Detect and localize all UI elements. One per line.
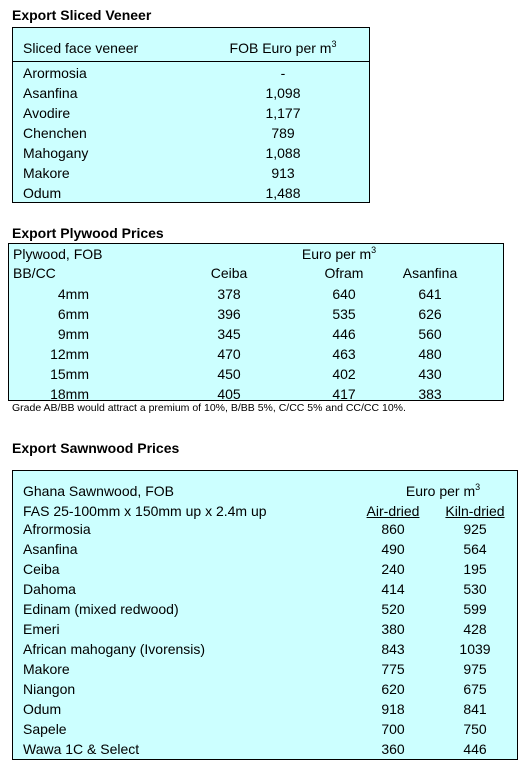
sawnwood-kiln-price: 599 [463,601,487,617]
sawnwood-head-spec: FAS 25-100mm x 150mm up x 2.4m up [23,503,267,519]
sawnwood-kiln-price: 195 [463,561,487,577]
plywood-price: 402 [332,366,356,382]
veneer-species: Odum [23,185,62,201]
plywood-head-unit: Euro per $m^3$ [301,245,377,262]
sawnwood-row [13,699,517,719]
veneer-price: - [280,65,286,81]
plywood-price: 405 [217,386,241,402]
veneer-row [13,63,369,83]
veneer-species: Mahogany [23,145,89,161]
sawnwood-row [13,719,517,739]
sawnwood-kiln-price: 975 [463,661,487,677]
plywood-head-product: Plywood, FOB [13,246,103,262]
sawnwood-row [13,619,517,639]
sawnwood-species: Makore [23,661,70,677]
veneer-row [13,143,369,163]
sawnwood-air-price: 360 [381,741,405,757]
plywood-price: 470 [217,346,241,362]
plywood-row [9,384,503,404]
sawnwood-header-row-2 [13,501,517,521]
sawnwood-header-row-1 [13,481,517,501]
veneer-table [12,27,370,203]
veneer-row [13,103,369,123]
plywood-size: 6mm [57,306,89,322]
plywood-title: Export Plywood Prices [12,225,164,241]
sawnwood-species: African mahogany (Ivorensis) [23,641,206,657]
sawnwood-species: Odum [23,701,62,717]
sawnwood-row [13,739,517,759]
plywood-row [9,324,503,344]
sawnwood-table [12,470,518,760]
veneer-price: 1,088 [265,145,301,161]
sawnwood-species: Ceiba [23,561,60,577]
sawnwood-species: Sapele [23,721,67,737]
sawnwood-species: Dahoma [23,581,76,597]
sawnwood-species: Niangon [23,681,76,697]
sawnwood-kiln-price: 530 [463,581,487,597]
veneer-header-divider [13,61,369,62]
sawnwood-air-price: 860 [381,521,405,537]
sawnwood-species: Edinam (mixed redwood) [23,601,179,617]
plywood-col-ceiba: Ceiba [210,265,248,281]
plywood-col-ofram: Ofram [324,265,364,281]
sawnwood-species: Afrormosia [23,521,91,537]
sawnwood-air-price: 775 [381,661,405,677]
plywood-price: 417 [332,386,356,402]
sawnwood-air-price: 490 [381,541,405,557]
veneer-row [13,83,369,103]
plywood-grade-note: Grade AB/BB would attract a premium of 10%, B/BB 5%, C/CC 5% and CC/CC 10%. [12,402,406,414]
sawnwood-air-price: 380 [381,621,405,637]
sawnwood-kiln-price: 925 [463,521,487,537]
veneer-row [13,123,369,143]
veneer-title: Export Sliced Veneer [12,7,152,23]
veneer-species: Arormosia [23,65,87,81]
plywood-price: 450 [217,366,241,382]
sawnwood-kiln-price: 564 [463,541,487,557]
plywood-price: 396 [217,306,241,322]
plywood-size: 15mm [50,366,89,382]
plywood-size: 9mm [57,326,89,342]
sawnwood-air-price: 520 [381,601,405,617]
veneer-species: Makore [23,165,70,181]
plywood-header-row-2 [9,263,503,283]
sawnwood-kiln-price: 750 [463,721,487,737]
plywood-header-row-1 [9,244,503,264]
plywood-size: 12mm [50,346,89,362]
plywood-price: 480 [418,346,442,362]
plywood-row [9,364,503,384]
sawnwood-row [13,539,517,559]
sawnwood-row [13,639,517,659]
sawnwood-air-price: 918 [381,701,405,717]
plywood-price: 626 [418,306,442,322]
sawnwood-row [13,599,517,619]
sawnwood-head-product: Ghana Sawnwood, FOB [23,483,174,499]
veneer-price: 789 [271,125,295,141]
veneer-species: Chenchen [23,125,87,141]
sawnwood-col-kiln-dried: Kiln-dried [445,503,505,519]
sawnwood-row [13,519,517,539]
plywood-size: 18mm [50,386,89,402]
veneer-col-price-header: FOB Euro per $m^3$ [229,39,337,56]
sawnwood-species: Asanfina [23,541,78,557]
plywood-price: 535 [332,306,356,322]
sawnwood-row [13,579,517,599]
plywood-row [9,344,503,364]
veneer-species: Asanfina [23,85,78,101]
sawnwood-kiln-price: 841 [463,701,487,717]
plywood-price: 430 [418,366,442,382]
plywood-price: 560 [418,326,442,342]
plywood-price: 641 [418,286,442,302]
plywood-price: 345 [217,326,241,342]
veneer-row [13,183,369,203]
veneer-header-row [13,38,369,58]
plywood-price: 383 [418,386,442,402]
veneer-price: 913 [271,165,295,181]
sawnwood-row [13,679,517,699]
plywood-price: 640 [332,286,356,302]
veneer-col-name-header: Sliced face veneer [23,40,139,56]
sawnwood-row [13,559,517,579]
veneer-price: 1,177 [265,105,301,121]
sawnwood-row [13,659,517,679]
plywood-price: 378 [217,286,241,302]
sawnwood-air-price: 240 [381,561,405,577]
plywood-size: 4mm [57,286,89,302]
plywood-head-grade: BB/CC [13,265,56,281]
plywood-price: 446 [332,326,356,342]
sawnwood-species: Emeri [23,621,60,637]
veneer-species: Avodire [23,105,71,121]
sawnwood-air-price: 843 [381,641,405,657]
plywood-price: 463 [332,346,356,362]
plywood-table [8,243,504,401]
plywood-row [9,304,503,324]
sawnwood-kiln-price: 428 [463,621,487,637]
sawnwood-col-air-dried: Air-dried [366,503,420,519]
sawnwood-air-price: 700 [381,721,405,737]
sawnwood-title: Export Sawnwood Prices [12,440,180,456]
veneer-price: 1,098 [265,85,301,101]
sawnwood-kiln-price: 675 [463,681,487,697]
plywood-col-asanfina: Asanfina [402,265,458,281]
sawnwood-kiln-price: 1039 [459,641,491,657]
sawnwood-species: Wawa 1C & Select [23,741,140,757]
sawnwood-air-price: 620 [381,681,405,697]
sawnwood-kiln-price: 446 [463,741,487,757]
veneer-price: 1,488 [265,185,301,201]
sawnwood-air-price: 414 [381,581,405,597]
veneer-row [13,163,369,183]
sawnwood-head-unit: Euro per $m^3$ [405,482,481,499]
plywood-row [9,284,503,304]
